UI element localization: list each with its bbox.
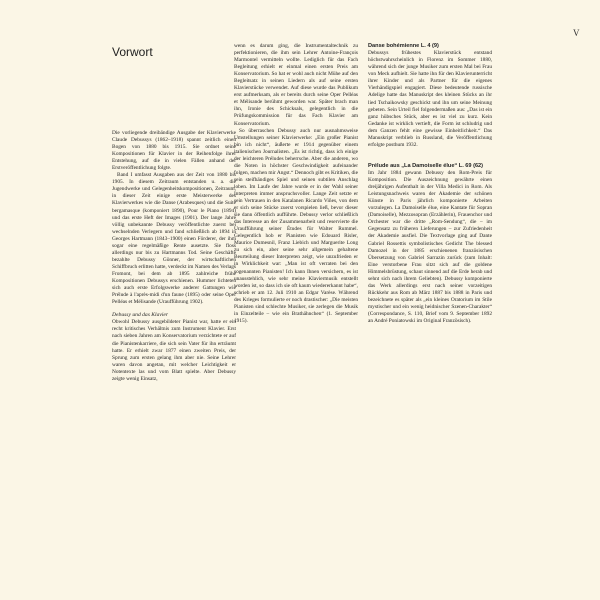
paragraph: Debussys frühestes Klavierstück entstand höchstwahrscheinlich in Florenz im Sommer 1880, während sich der junge Musiker zum ersten Mal bei Frau von Meck aufhielt. Sie hatte ihn für den Klavierunterricht ihrer Kinder und als Partner für die eigenes Vierhändigspiel engagiert. Diese bedeutende russische Adelige hatte das Manuskript des kleinen Stücks an ihr lied Tschaikowsky geschickt und ihn um seine Meinung gebeten. Sein Urteil fiel folgendermaßen aus: „Das ist ein ganz hübsches Stück, aber es ist viel zu kurz. Kein Gedanke ist wirklich vertieft, die Form ist schludrig und dem Ganzen fehlt eine gewisse Einheitlichkeit.“ Das Manuskript verblieb in Russland, die Veröffentlichung erfolgte posthum 1932.	[368, 50, 492, 148]
paragraph: Im Jahr 1884 gewann Debussy den Rom-Preis für Komposition. Die Auszeichnung gewährte einen dreijährigen Aufenthalt in der Villa Medici in Rom. Als Leistungsnachweis waren der Akademie der schönen Künste in Paris jährlich komponierte Arbeiten vorzulegen. La Damoiselle élue, eine Kantate für Sopran (Damoiselle), Mezzosopran (Erzählerin), Frauenchor und Orchester war die dritte „Rom-Sendung“, die – im Gegensatz zu früheren Lieferungen – zur Zufriedenheit der Akademie ausfiel. Die Textvorlage ging auf Dante Gabriel Rossettis symbolistisches Gedicht The blessed Damozel in der 1885 erschienenen französischen Übersetzung von Gabriel Sarrazin zurück (zum Inhalt: Eine verstorbene Frau sitzt sich auf die goldene Himmelsbrüstung, schaut sinnend auf die Erde herab und sehnt sich nach ihrem Geliebten). Debussy komponierte das Werk allerdings erst nach seiner vorzeitigen Rückkehr aus Rom ab März 1887 bis 1888 in Paris und bezeichnete es später als „ein kleines Oratorium im Stile mystischer und ein wenig heidnischer Szenen-Charakter“ (Correspondance, S. 110, Brief vom 9. September 1892 an André Poniatowski im Original Französisch).	[368, 170, 492, 325]
page-title: Vorwort	[112, 45, 153, 59]
paragraph: wenn es darum ging, die Instrumentaltechnik zu perfektionieren, die ihm sein Lehrer Antoine-François Marmontel vermitteln wollte. Lediglich für das Fach Begleitung erhielt er einmal einen ersten Preis am Konservatorium. So hat er wohl auch nicht Mühe auf den Begleitsatz in seinen Liedern als auf seine ersten Klavierstücke verwendet. Auf diese wurde das Publikum erst aufmerksam, als er bereits durch seine Oper Pelléas et Mélisande berühmt geworden war. Später brach man ihn, Ironie des Schicksals, gelegentlich in die Prüfungskommission für das Fach Klavier am Konservatorium.	[234, 43, 358, 127]
paragraph: Band I umfasst Ausgaben aus der Zeit von 1880 bis 1905. In diesem Zeitraum entstanden u. a. die Jugendwerke und Gelegenheitskompositionen, Zeitraum, in dieser Zeit einige erste Meisterwerke des Klavierwerkes wie die Danse (Arabesques) und die Suite bergamasque (komponiert 1890), Pour le Piano (1894) und das erste Heft der Images (1901). Der lange Jahre völlig unbekannte Debussy veröffentlichte zuerst bei wechselnden Verlegern und fand schließlich ab 1894 in Georges Hartmann (1843–1900) einen Förderer, der ihm sogar eine regelmäßige Rente ausetzte. Sie floss allerdings nur bis zu Hartmanns Tod. Seine Geschäfte bezahlte Debussy Gönner, der wirtschaftlichen Schiffbruch erlitten hatte, verdeckt im Namen des Verlags Fromont, bei dem ab 1895 zahlreiche frühe Kompositionen Debussys erschienen. Hummer lichteten sich auch erste Erfolgswerke anderer Gattungen wie Prélude à l'après-midi d'un faune (1895) oder seine Oper Pelléas et Mélisande (Uraufführung 1902).	[112, 172, 236, 306]
section-subheading: Danse bohémienne L. 4 (9)	[368, 43, 439, 49]
paragraph: Die vorliegende dreibändige Ausgabe der Klavierwerke Claude Debussys (1862–1918) spannt zeitlich einen Bogen von 1880 bis 1915. Sie ordnet seine Kompositionen für Klavier in der Reihenfolge ihrer Entstehung, auf die in vielen Fällen anhand der Erstveröffentlichung folgte.	[112, 130, 236, 172]
paragraph: So überraschen Debussy auch nur ausnahmsweise Umstellungen seiner Klavierwerke: „Ein großer Pianist bin ich nicht“, äußerte er 1914 gegenüber einem italienischen Journalisten. „Es ist richtig, dass ich einige der leichteren Préludes beherrsche. Aber die anderen, wo die Noten in höchster Geschwindigkeit aufeinander folgen, machen mir Angst.“ Dennoch gibt es Kritiken, die sein steifhändiges Spiel und seinen subtilen Anschlag loben. Im Laufe der Jahre wurde er in der Wahl seiner Interpreten immer anspruchsvoller. Lange Zeit setzte er sein Vertrauen in den Katalanen Ricardo Viñes, von dem er sich seine Stücke zuerst vorspielen ließ, bevor dieser sie dann öffentlich aufführte. Debussy verlor schließlich das Interesse an der Zusammenarbeit und reservierte die Uraufführung seiner Études für Walter Rummel. Gelegentlich hob er Pianisten wie Edouard Risler, Maurice Dumesnil, Franz Liebich und Marguerite Long zu sich ein, aber seine sehr allgemein gehaltene Beurteilung dieser Interpreten zeigt, wie unzufrieden er in Wirklichkeit war: „Man ist oft verraten bei den sogenannten Pianisten! Ich kann Ihnen versichern, es ist unausstehlich, wie sehr meine Klaviermusik entstellt worden ist, so dass ich sie oft kaum wiedererkannt habe“, schrieb er am 12. Juli 1910 an Edgar Varèse. Während des Krieges formulierte er noch drastischer: „Die meisten Pianisten sind schlechte Musiker, sie zerlegen die Musik in Einzelteile – wie ein Brathähnchen“ (1. September 1915).	[234, 127, 358, 324]
page-number: V	[573, 28, 580, 38]
section-subheading: Debussy und das Klavier	[112, 312, 169, 319]
paragraph: Obwohl Debussy ausgebildeter Pianist war, hatte er ein recht kritisches Verhältnis zum Instrument Klavier. Erst nach sieben Jahren am Konservatorium verzichtete er auf die Pianistenkarriere, die sich sein Vater für ihn erträumt hatte. Er erhielt zwar 1877 einen zweiten Preis, der Sprung zum ersten gelang ihm aber nie. Seine Lehrer waren davon angetan, mit welcher Leichtigkeit er Notentexte las und vom Blatt spielte. Aber Debussy zeigte wenig Einsatz,	[112, 319, 236, 382]
text-column-3	[368, 43, 492, 325]
text-column-1	[112, 130, 236, 383]
text-column-2	[234, 43, 358, 325]
section-subheading: Prélude aus „La Damoiselle élue“ L. 69 (62)	[368, 162, 484, 169]
